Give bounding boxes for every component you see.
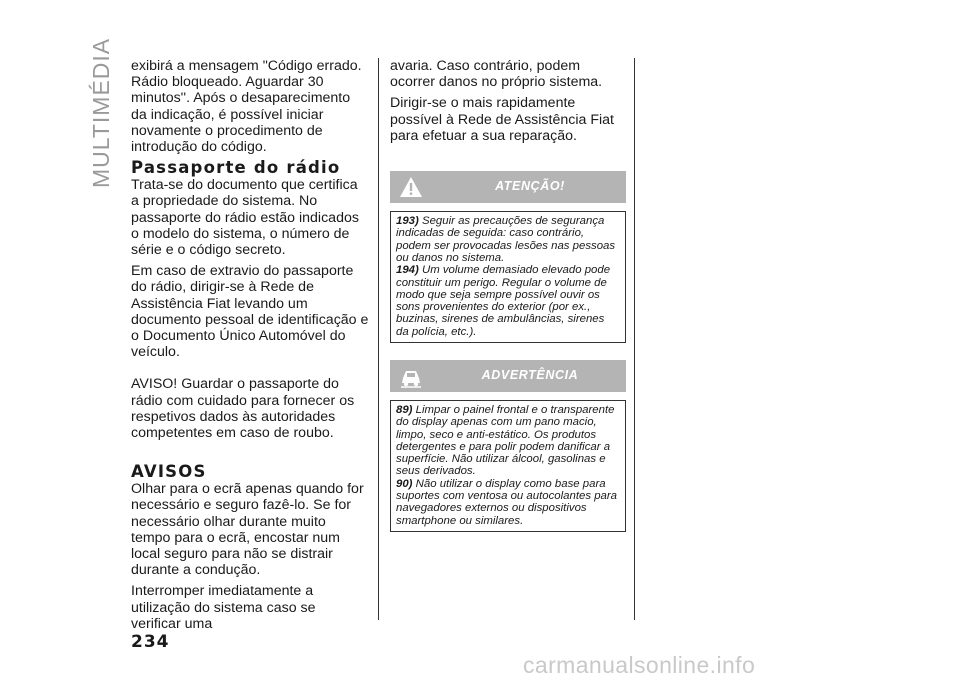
- warning-item: [396, 264, 620, 338]
- warning-box-body: [390, 211, 626, 343]
- paragraph-passport-definition: Trata-se do documento que certifica a propriedade do sistema. No passaporte do rádio estão indicados o modelo do sistema, o número de série e o código secreto.: [131, 177, 359, 259]
- caution-box-title: ADVERTÊNCIA: [481, 367, 579, 382]
- text-column-2: [390, 58, 626, 532]
- text-column-1: [131, 58, 369, 637]
- warning-box-header: [390, 171, 626, 203]
- intro-paragraph: exibirá a mensagem "Código errado. Rádio bloqueado. Aguardar 30 minutos''. Após o desaparecimento da indicação, é possível iniciar novamente o procedimento de introdução do código.: [131, 58, 362, 156]
- paragraph-interrupt-use: Interromper imediatamente a utilização do sistema caso se verificar uma: [131, 583, 316, 632]
- paragraph-repair: Dirigir-se o mais rapidamente possível à Rede de Assistência Fiat para efetuar a sua reparação.: [390, 95, 614, 144]
- page-number: 234: [131, 632, 170, 652]
- warning-item-number: 193): [396, 215, 419, 228]
- warning-box: [390, 171, 626, 343]
- paragraph-damage: avaria. Caso contrário, podem ocorrer danos no próprio sistema.: [390, 58, 603, 91]
- column-divider-left: [378, 58, 379, 620]
- caution-item-number: 89): [396, 403, 413, 416]
- heading-warnings: AVISOS: [131, 462, 207, 482]
- paragraph-passport-loss: Em caso de extravio do passaporte do rádio, dirigir-se à Rede de Assistência Fiat levando um documento pessoal de identificação e o Documento Único Automóvel do veículo.: [131, 263, 369, 361]
- warning-item: [396, 215, 620, 264]
- column-divider-right: [634, 58, 635, 620]
- caution-box-header: [390, 360, 626, 392]
- caution-item-number: 90): [396, 477, 413, 490]
- caution-item: [396, 478, 620, 527]
- paragraph-screen-use: Olhar para o ecrã apenas quando for necessário e seguro fazê-lo. Se for necessário olhar durante muito tempo para o ecrã, encostar num local seguro para não se distrair durante a condução.: [131, 481, 364, 579]
- warning-item-text: Um volume demasiado elevado pode constituir um perigo. Regular o volume de modo que seja sempre possível ouvir os sons provenientes do exterior (por ex., buzinas, sirenes de ambulâncias, sirenes da polícia, etc.).: [396, 264, 611, 338]
- caution-item-text: Não utilizar o display como base para suportes com ventosa ou autocolantes para navegadores externos ou dispositivos smartphone ou similares.: [396, 477, 617, 527]
- watermark: carmanualsonline.info: [523, 652, 756, 678]
- caution-box: [390, 360, 626, 532]
- caution-item: [396, 404, 620, 478]
- warning-item-text: Seguir as precauções de segurança indicadas de seguida: caso contrário, podem ser provocadas lesões nas pessoas ou danos no sistema.: [396, 215, 616, 264]
- caution-box-body: [390, 400, 626, 532]
- section-title: [88, 37, 114, 188]
- warning-item-number: 194): [396, 264, 419, 277]
- paragraph-passport-warning: AVISO! Guardar o passaporte do rádio com cuidado para fornecer os respetivos dados às autoridades competentes em caso de roubo.: [131, 376, 355, 442]
- caution-item-text: Limpar o painel frontal e o transparente do display apenas com um pano macio, limpo, seco e anti-estático. Os produtos detergentes e para polir podem danificar a superfície. Não utilizar álcool, gasolinas e seus derivados.: [396, 403, 615, 478]
- heading-radio-passport: Passaporte do rádio: [131, 158, 341, 178]
- warning-box-title: ATENÇÃO!: [495, 179, 565, 194]
- section-title-text: MULTIMÉDIA: [88, 37, 114, 188]
